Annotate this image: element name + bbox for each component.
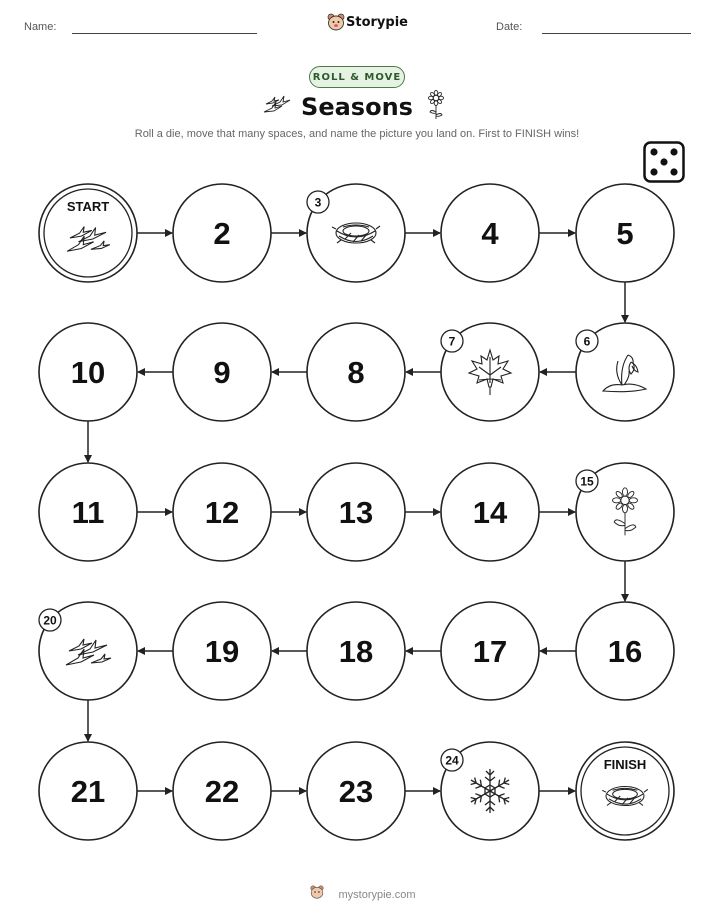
space-number: 14 [472, 495, 508, 530]
space-number: 12 [204, 495, 240, 530]
board-space-12 [173, 463, 271, 561]
space-number: 18 [338, 634, 374, 669]
space-number: 6 [583, 334, 591, 349]
finish-label: FINISH [603, 757, 647, 772]
activity-badge: ROLL & MOVE [309, 66, 405, 88]
board-space-5 [576, 184, 674, 282]
board-space-1 [39, 184, 137, 282]
date-label: Date: [496, 21, 523, 33]
space-number: 5 [616, 216, 634, 251]
instructions: Roll a die, move that many spaces, and name the picture you land on. First to FINISH wins! [134, 128, 580, 140]
board-space-10 [39, 323, 137, 421]
board-space-4 [441, 184, 539, 282]
board-space-21 [39, 742, 137, 840]
space-number: 7 [448, 334, 456, 349]
space-number: 4 [481, 216, 499, 251]
board-space-3 [307, 184, 405, 282]
space-number: 10 [70, 355, 106, 390]
space-number: 11 [71, 495, 105, 530]
space-number: 23 [338, 774, 374, 809]
board-space-9 [173, 323, 271, 421]
space-number: 3 [314, 195, 322, 210]
space-number: 17 [472, 634, 508, 669]
board-space-20 [39, 602, 137, 700]
board-space-2 [173, 184, 271, 282]
board-space-18 [307, 602, 405, 700]
board-space-25 [576, 742, 674, 840]
space-number: 2 [213, 216, 231, 251]
board-space-11 [39, 463, 137, 561]
space-number: 15 [580, 474, 594, 489]
space-number: 20 [43, 613, 57, 628]
start-label: START [66, 199, 110, 214]
space-number: 19 [204, 634, 240, 669]
board-space-19 [173, 602, 271, 700]
space-number: 22 [204, 774, 240, 809]
page-title: Seasons [301, 93, 413, 121]
board-space-24 [441, 742, 539, 840]
board-space-16 [576, 602, 674, 700]
board-space-17 [441, 602, 539, 700]
board-space-14 [441, 463, 539, 561]
space-number: 21 [70, 774, 106, 809]
name-label: Name: [24, 21, 57, 33]
space-number: 9 [213, 355, 231, 390]
space-number: 13 [338, 495, 374, 530]
board-space-7 [441, 323, 539, 421]
board-space-6 [576, 323, 674, 421]
board-space-8 [307, 323, 405, 421]
space-number: 8 [347, 355, 365, 390]
space-number: 24 [445, 753, 459, 768]
board-space-23 [307, 742, 405, 840]
brand-name: Storypie [346, 15, 408, 30]
board-space-15 [576, 463, 674, 561]
board-space-22 [173, 742, 271, 840]
footer-url: mystorypie.com [338, 889, 416, 901]
space-number: 16 [607, 634, 643, 669]
board-space-13 [307, 463, 405, 561]
